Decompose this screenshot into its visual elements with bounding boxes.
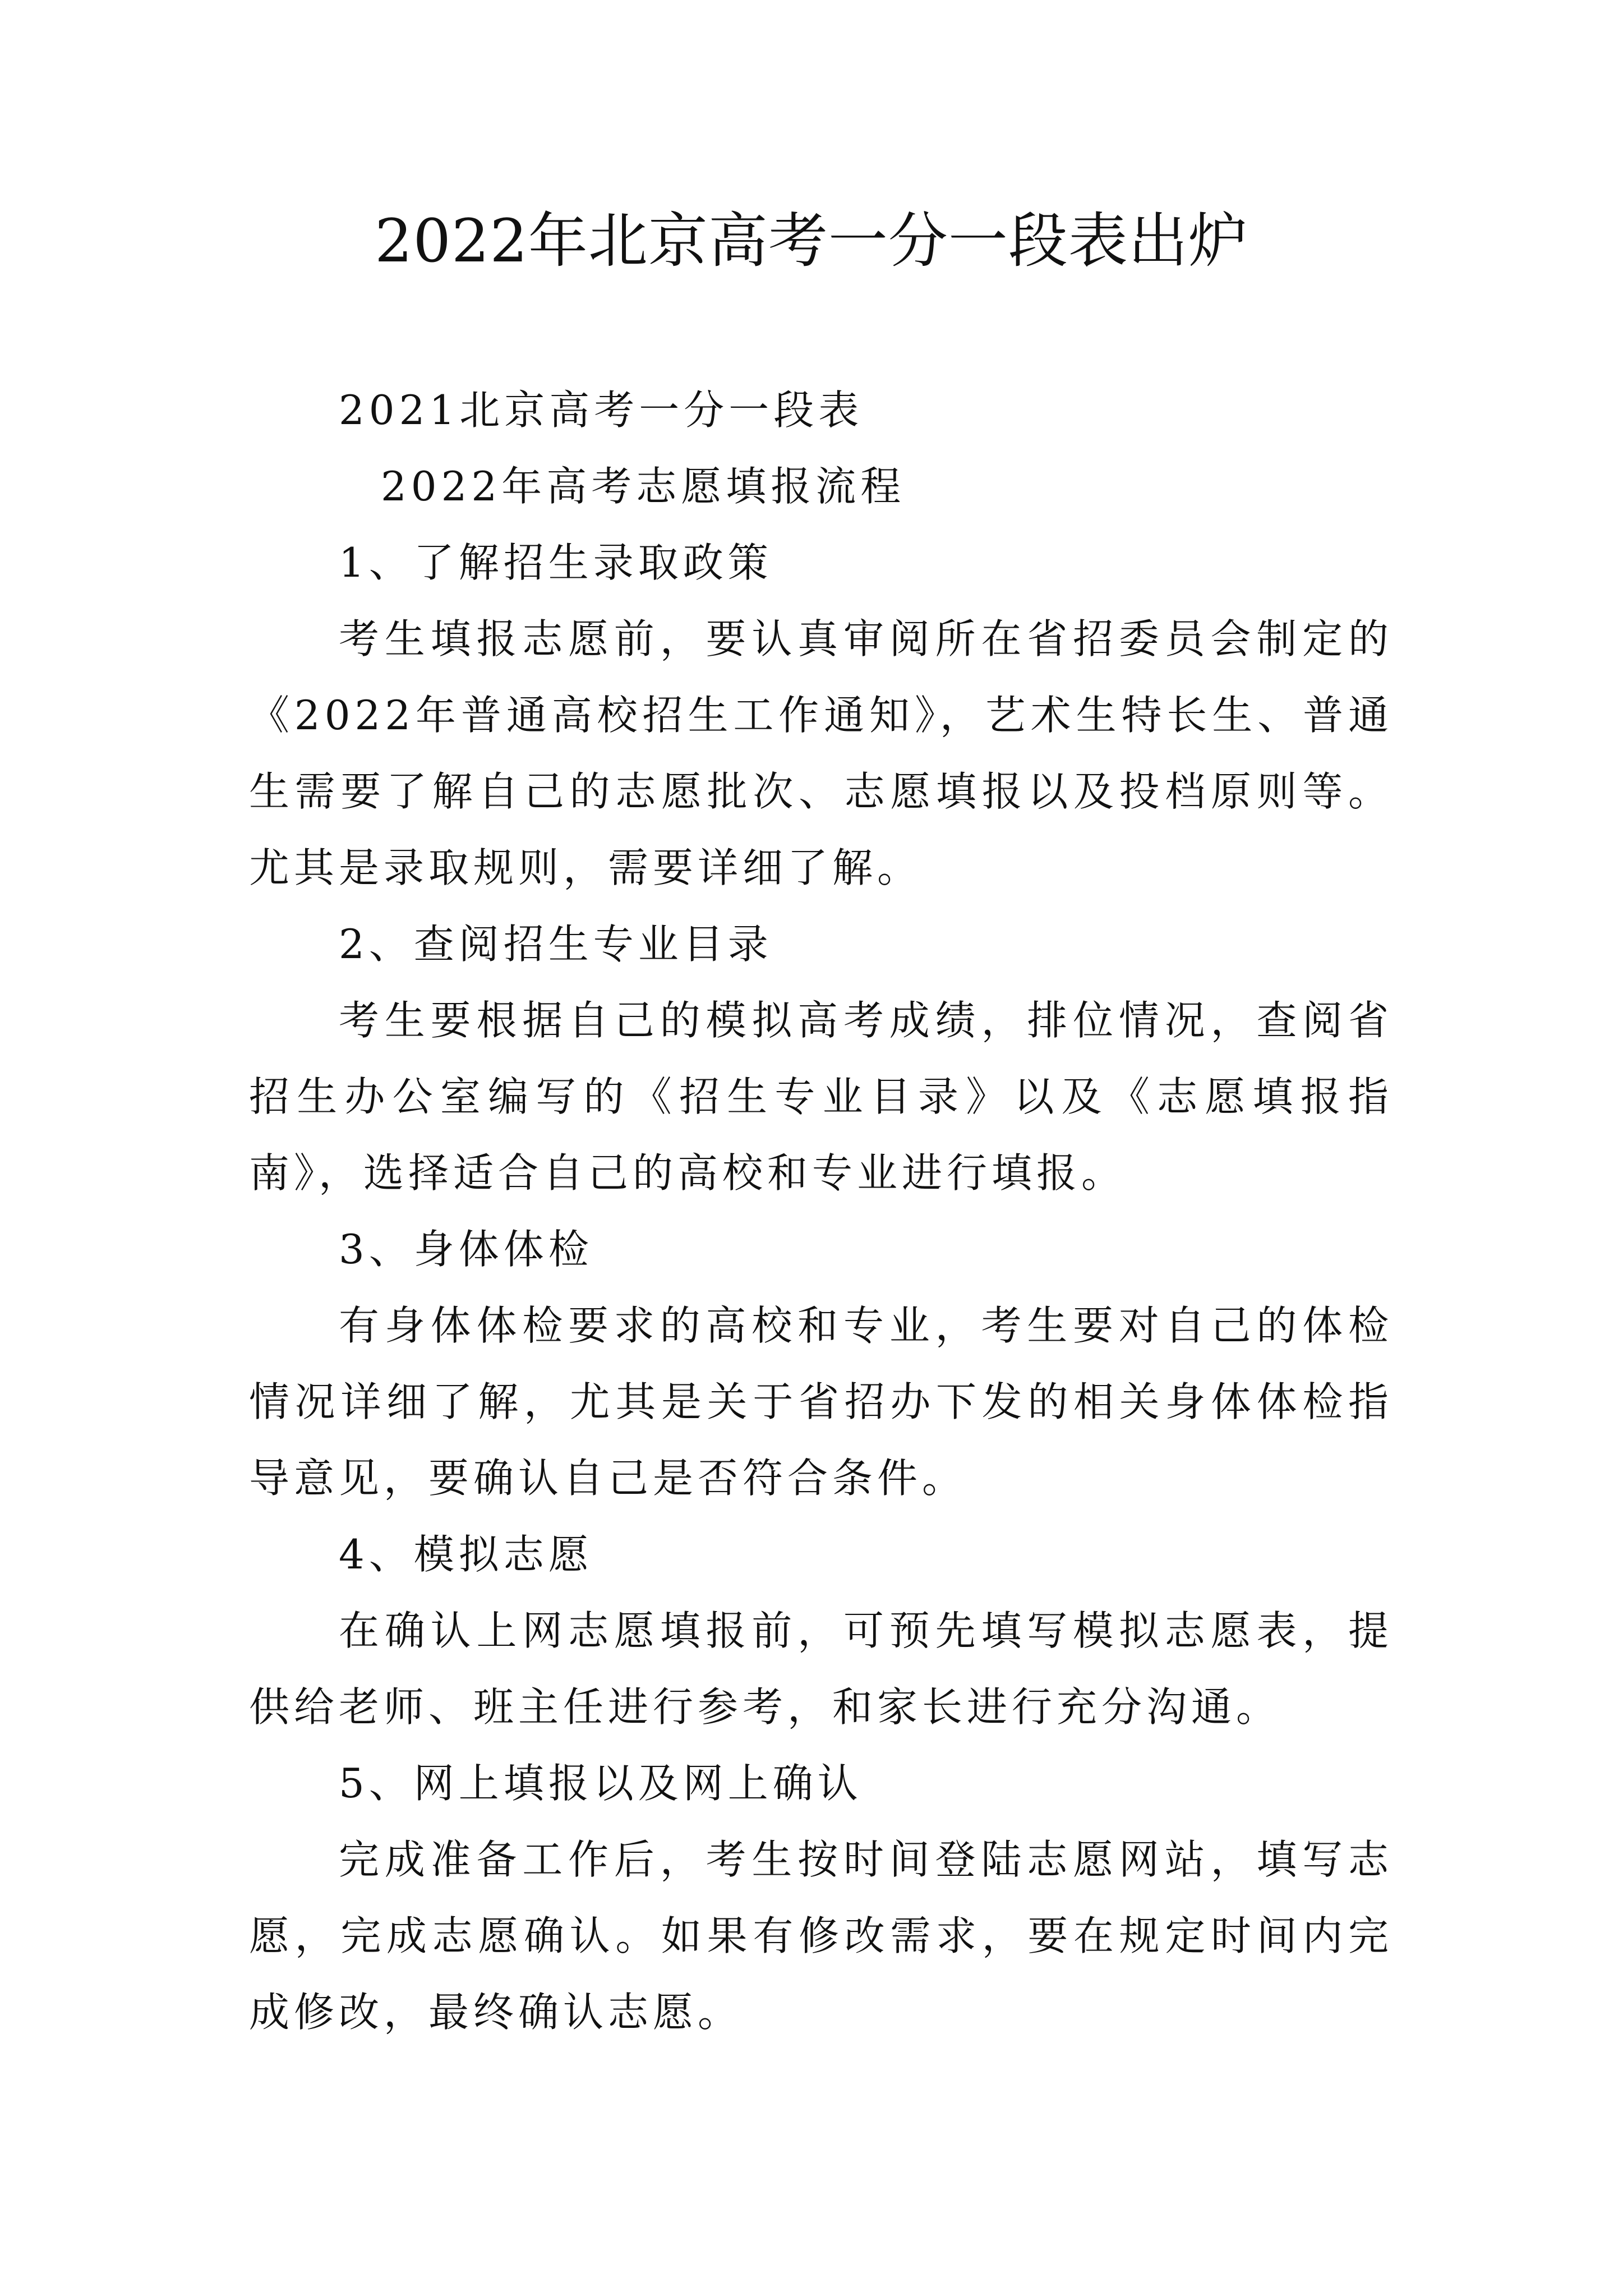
section-text-2: 考生要根据自己的模拟高考成绩，排位情况，查阅省招生办公室编写的《招生专业目录》以及《志愿填报指南》，选择适合自己的高校和专业进行填报。 xyxy=(249,997,1393,1197)
section-text-4: 在确认上网志愿填报前，可预先填写模拟志愿表，提供给老师、班主任进行参考，和家长进行充分沟通。 xyxy=(249,1607,1393,1731)
section-heading-5: 5、网上填报以及网上确认 xyxy=(339,1760,863,1807)
section-text-1: 考生填报志愿前，要认真审阅所在省招委员会制定的《2022年普通高校招生工作通知》，艺术生特长生、普通生需要了解自己的志愿批次、志愿填报以及投档原则等。尤其是录取规则，需要详细了解。 xyxy=(249,615,1393,891)
subtitle-one-score-table: 2021北京高考一分一段表 xyxy=(339,386,864,434)
document-body xyxy=(249,372,1393,2050)
subtitle-application-process: 2022年高考志愿填报流程 xyxy=(381,463,906,510)
section-heading-4: 4、模拟志愿 xyxy=(339,1531,593,1578)
section-heading-2: 2、查阅招生专业目录 xyxy=(339,921,773,968)
section-heading-3: 3、身体体检 xyxy=(339,1226,593,1273)
section-text-3: 有身体体检要求的高校和专业，考生要对自己的体检情况详细了解，尤其是关于省招办下发的相关身体体检指导意见，要确认自己是否符合条件。 xyxy=(249,1302,1393,1502)
document-title: 2022年北京高考一分一段表出炉 xyxy=(375,206,1248,275)
section-heading-1: 1、了解招生录取政策 xyxy=(339,539,773,586)
section-text-5: 完成准备工作后，考生按时间登陆志愿网站，填写志愿，完成志愿确认。如果有修改需求，要在规定时间内完成修改，最终确认志愿。 xyxy=(249,1836,1393,2036)
